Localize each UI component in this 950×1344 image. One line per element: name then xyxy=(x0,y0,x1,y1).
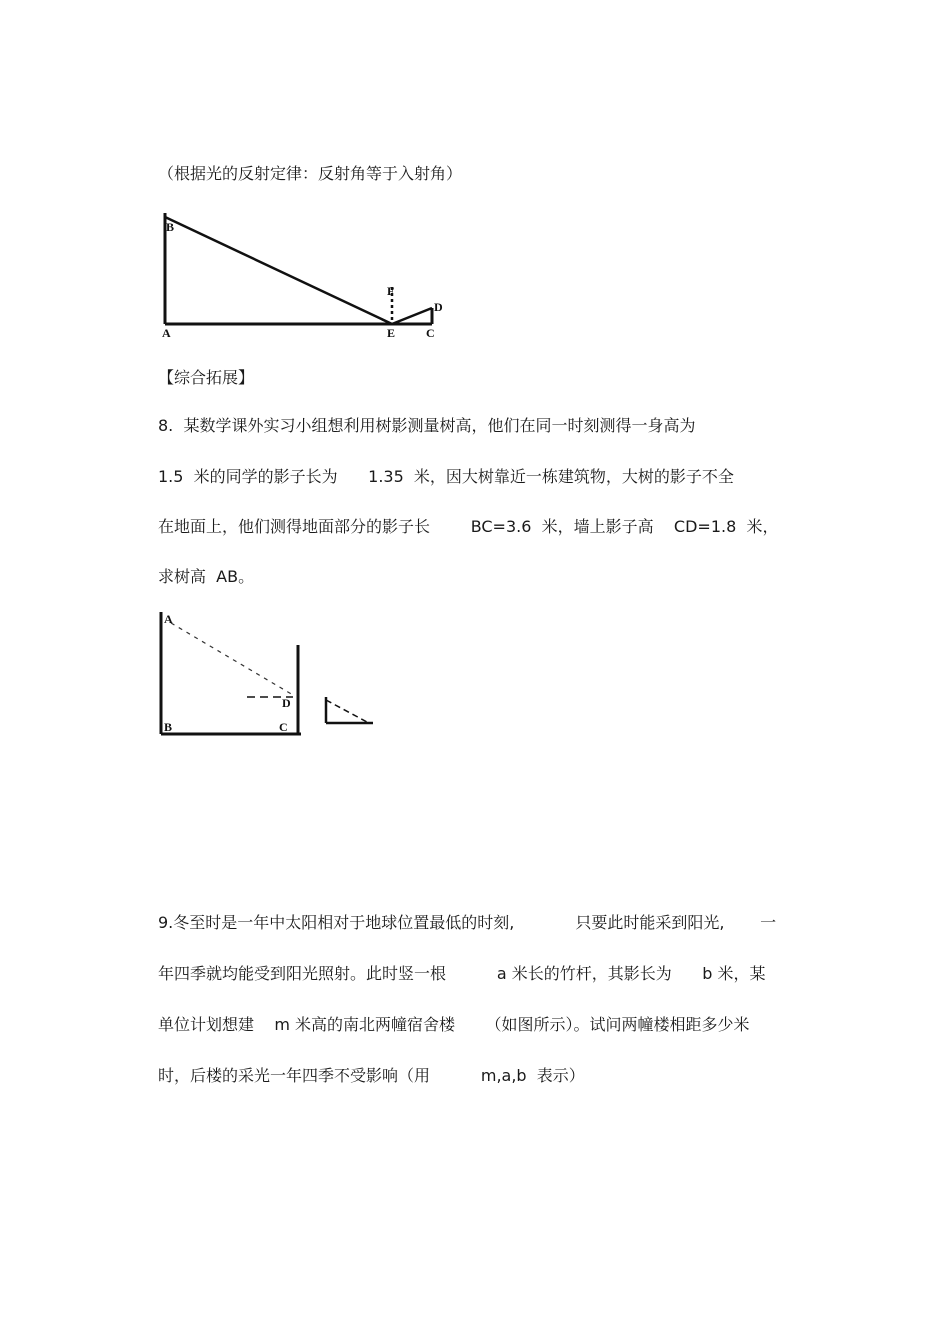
label-D: D xyxy=(282,696,291,710)
q8-line-2: 1.5 米的同学的影子长为 1.35 米，因大树靠近一栋建筑物，大树的影子不全 xyxy=(158,467,734,486)
label-A: A xyxy=(164,612,173,626)
label-A: A xyxy=(162,326,171,340)
q9-line-2: 年四季就均能受到阳光照射。此时竖一根 a 米长的竹杆，其影长为 b 米，某 xyxy=(158,964,766,983)
q9-line-4: 时，后楼的采光一年四季不受影响（用 m,a,b 表示） xyxy=(158,1066,585,1085)
sun-ray-AD xyxy=(171,623,293,695)
label-C: C xyxy=(426,326,435,340)
ref-hypotenuse xyxy=(326,700,367,722)
label-B: B xyxy=(166,220,175,234)
q8-line-1: 8. 某数学课外实习小组想利用树影测量树高，他们在同一时刻测得一身高为 xyxy=(158,416,696,435)
label-B: B xyxy=(164,720,173,734)
label-C: C xyxy=(279,720,288,734)
q8-line-4: 求树高 AB。 xyxy=(158,567,255,586)
label-D: D xyxy=(434,300,443,314)
q8-line-3: 在地面上，他们测得地面部分的影子长 BC=3.6 米，墙上影子高 CD=1.8 米， xyxy=(158,517,779,536)
top-note: （根据光的反射定律：反射角等于入射角） xyxy=(158,164,463,183)
label-E: E xyxy=(387,326,396,340)
segment-ED xyxy=(392,308,432,324)
segment-BE xyxy=(165,217,395,324)
q9-line-1: 9.冬至时是一年中太阳相对于地球位置最低的时刻, 只要此时能采到阳光, 一 xyxy=(158,913,777,932)
section-heading: 【综合拓展】 xyxy=(158,368,255,387)
tree-shadow-figure xyxy=(155,605,385,745)
reflection-figure xyxy=(155,205,455,345)
label-F: F xyxy=(387,284,395,298)
q9-line-3: 单位计划想建 m 米高的南北两幢宿舍楼 （如图所示）。试问两幢楼相距多少米 xyxy=(158,1015,750,1034)
